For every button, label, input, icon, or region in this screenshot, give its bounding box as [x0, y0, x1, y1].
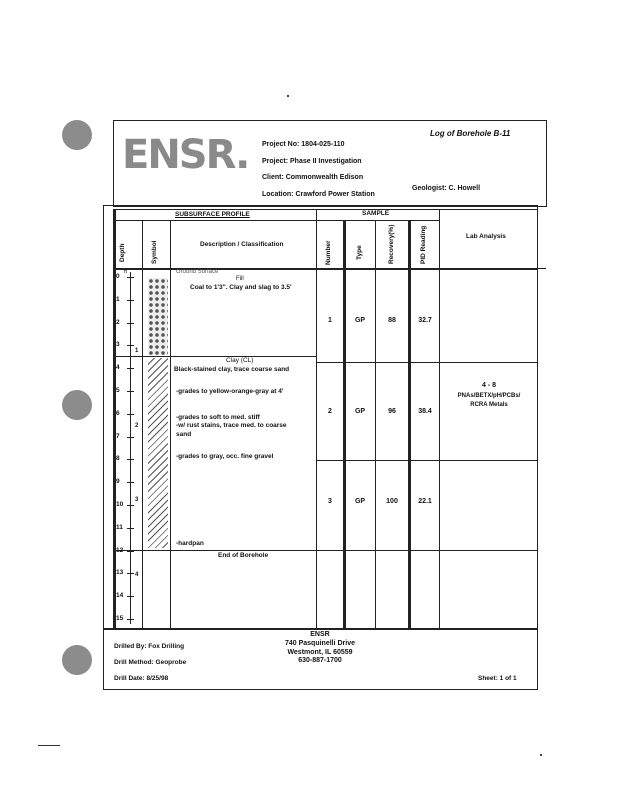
clay-description-3a: -grades to soft to med. stiff	[176, 414, 260, 421]
depth-tick-mark	[127, 368, 134, 369]
symbol-col-right	[170, 220, 171, 628]
depth-tick-mark	[127, 505, 134, 506]
depth-col-right	[142, 220, 143, 628]
sample-1-number: 1	[328, 317, 332, 324]
end-of-borehole: End of Borehole	[218, 552, 269, 559]
depth-tick-mark	[127, 391, 134, 392]
symbol-heading: Symbol	[151, 240, 158, 264]
stray-dot	[287, 95, 289, 97]
depth-tick-label: 6	[116, 409, 120, 417]
subheader-line	[113, 220, 439, 221]
depth-scale-axis	[130, 272, 131, 624]
sample2-bottom-line	[316, 460, 537, 461]
sheet-number: Sheet: 1 of 1	[478, 675, 517, 682]
meter-tick-label: 2	[135, 422, 139, 429]
project-no: Project No: 1804-025-110	[262, 141, 345, 148]
sample-3-recovery: 100	[386, 498, 398, 505]
depth-tick-mark	[127, 345, 134, 346]
type-heading: Type	[356, 245, 363, 260]
sample-2-lab-depth: 4 - 8	[481, 382, 496, 389]
drilled-by: Drilled By: Fox Drilling	[114, 643, 185, 650]
clay-description-3c: sand	[176, 431, 192, 438]
sample3-bottom-line	[316, 550, 441, 551]
depth-tick-label: 9	[116, 478, 120, 486]
depth-tick-mark	[127, 300, 134, 301]
depth-tick-mark	[127, 596, 134, 597]
log-title: Log of Borehole B-11	[430, 129, 511, 138]
drill-date: Drill Date: 8/25/98	[114, 675, 169, 682]
meter-tick-label: 4	[135, 572, 139, 579]
lab-analysis-heading: Lab Analysis	[466, 233, 506, 240]
drill-method: Drill Method: Geoprobe	[114, 659, 187, 666]
footer-top-line	[103, 628, 538, 630]
stray-dash	[38, 745, 60, 746]
geologist: Geologist: C. Howell	[412, 185, 481, 192]
stray-dot	[540, 754, 542, 756]
meter-tick-label: 1	[135, 347, 139, 354]
pid-col-right	[439, 209, 440, 628]
sample-2-number: 2	[328, 408, 332, 415]
recovery-heading: Recovery(%)	[388, 224, 395, 264]
depth-tick-mark	[127, 277, 134, 278]
fill-description: Coal to 1'3". Clay and slag to 3.5'	[190, 284, 292, 291]
sample-3-number: 3	[328, 498, 332, 505]
company-address-1: 740 Pasquinelli Drive	[284, 640, 356, 647]
clay-description-1: Black-stained clay, trace coarse sand	[174, 366, 290, 373]
depth-tick-mark	[127, 619, 134, 620]
company-address-2: Westmont, IL 60559	[287, 649, 353, 656]
log-frame	[103, 205, 538, 690]
binder-hole-top	[62, 120, 92, 150]
sample1-bottom-line	[316, 362, 537, 363]
depth-tick-label: 12	[116, 546, 124, 554]
ground-surface-label: Ground Surface	[176, 269, 219, 275]
number-heading: Number	[325, 240, 332, 265]
subsurface-profile-heading: SUBSURFACE PROFILE	[175, 211, 250, 218]
depth-tick-mark	[127, 573, 134, 574]
depth-tick-label: 1	[116, 295, 120, 303]
depth-tick-mark	[127, 437, 134, 438]
pid-heading: PID Reading	[420, 225, 427, 264]
depth-tick-label: 13	[116, 569, 124, 577]
depth-tick-label: 5	[116, 387, 120, 394]
company-name: ENSR	[310, 631, 330, 638]
recovery-col-right	[408, 220, 411, 628]
number-col-right	[343, 220, 346, 628]
binder-hole-middle	[62, 390, 92, 420]
binder-hole-bottom	[62, 645, 92, 675]
depth-tick-mark	[127, 459, 134, 460]
depth-tick-mark	[127, 482, 134, 483]
description-heading: Description / Classification	[200, 241, 284, 248]
sample-1-type: GP	[354, 317, 366, 324]
client-name: Client: Commonwealth Edison	[262, 174, 364, 181]
sample-3-pid: 22.1	[418, 498, 432, 505]
depth-tick-mark	[127, 551, 134, 552]
sample-1-pid: 32.7	[418, 317, 432, 324]
clay-description-4: -grades to gray, occ. fine gravel	[176, 453, 274, 460]
company-phone: 630-887-1700	[298, 657, 342, 664]
clay-bottom-line	[113, 550, 316, 551]
clay-symbol	[148, 358, 168, 548]
sample-heading: SAMPLE	[362, 210, 390, 217]
project-name: Project: Phase II Investigation	[262, 158, 362, 165]
sample-2-pid: 38.4	[418, 408, 432, 415]
depth-tick-mark	[127, 323, 134, 324]
sample-2-lab-analytes: PNAs/BETX/pH/PCBs/	[457, 393, 521, 399]
depth-col-left	[113, 209, 116, 628]
ensr-logo: ENSR.	[122, 132, 249, 178]
depth-tick-label: 10	[116, 501, 124, 508]
depth-tick-mark	[127, 528, 134, 529]
fill-bottom-line	[113, 356, 316, 357]
depth-tick-label: 0	[116, 273, 120, 280]
depth-tick-label: 7	[116, 432, 120, 440]
type-col-right	[375, 220, 376, 628]
table-top-line	[113, 209, 537, 210]
sample-1-recovery: 88	[388, 317, 396, 324]
desc-col-right	[316, 209, 317, 628]
depth-tick-mark	[127, 414, 134, 415]
right-edge-tick	[536, 268, 546, 269]
hardpan-label: -hardpan	[176, 540, 204, 547]
sample-2-lab-metals: RCRA Metals	[470, 402, 508, 408]
clay-label: Clay (CL)	[226, 357, 254, 364]
location: Location: Crawford Power Station	[262, 191, 375, 198]
depth-tick-label: 14	[116, 592, 124, 600]
lab-bottom-line	[440, 550, 537, 551]
depth-tick-label: 4	[116, 364, 120, 372]
sample-2-type: GP	[354, 408, 366, 415]
sample-2-recovery: 96	[388, 408, 396, 415]
sample-3-type: GP	[354, 498, 366, 505]
depth-tick-label: 8	[116, 455, 120, 463]
depth-tick-label: 15	[116, 615, 124, 622]
depth-tick-label: 3	[116, 341, 120, 349]
clay-description-3b: -w/ rust stains, trace med. to coarse	[176, 422, 287, 429]
meter-tick-label: 3	[135, 497, 139, 504]
clay-description-2: -grades to yellow-orange-gray at 4'	[176, 388, 284, 395]
depth-tick-label: 2	[116, 318, 120, 326]
depth-heading: Depth	[119, 243, 126, 262]
fill-symbol	[148, 278, 168, 355]
ft-label: ft	[124, 269, 128, 275]
depth-tick-label: 11	[116, 523, 123, 531]
fill-label: Fill	[236, 276, 244, 282]
